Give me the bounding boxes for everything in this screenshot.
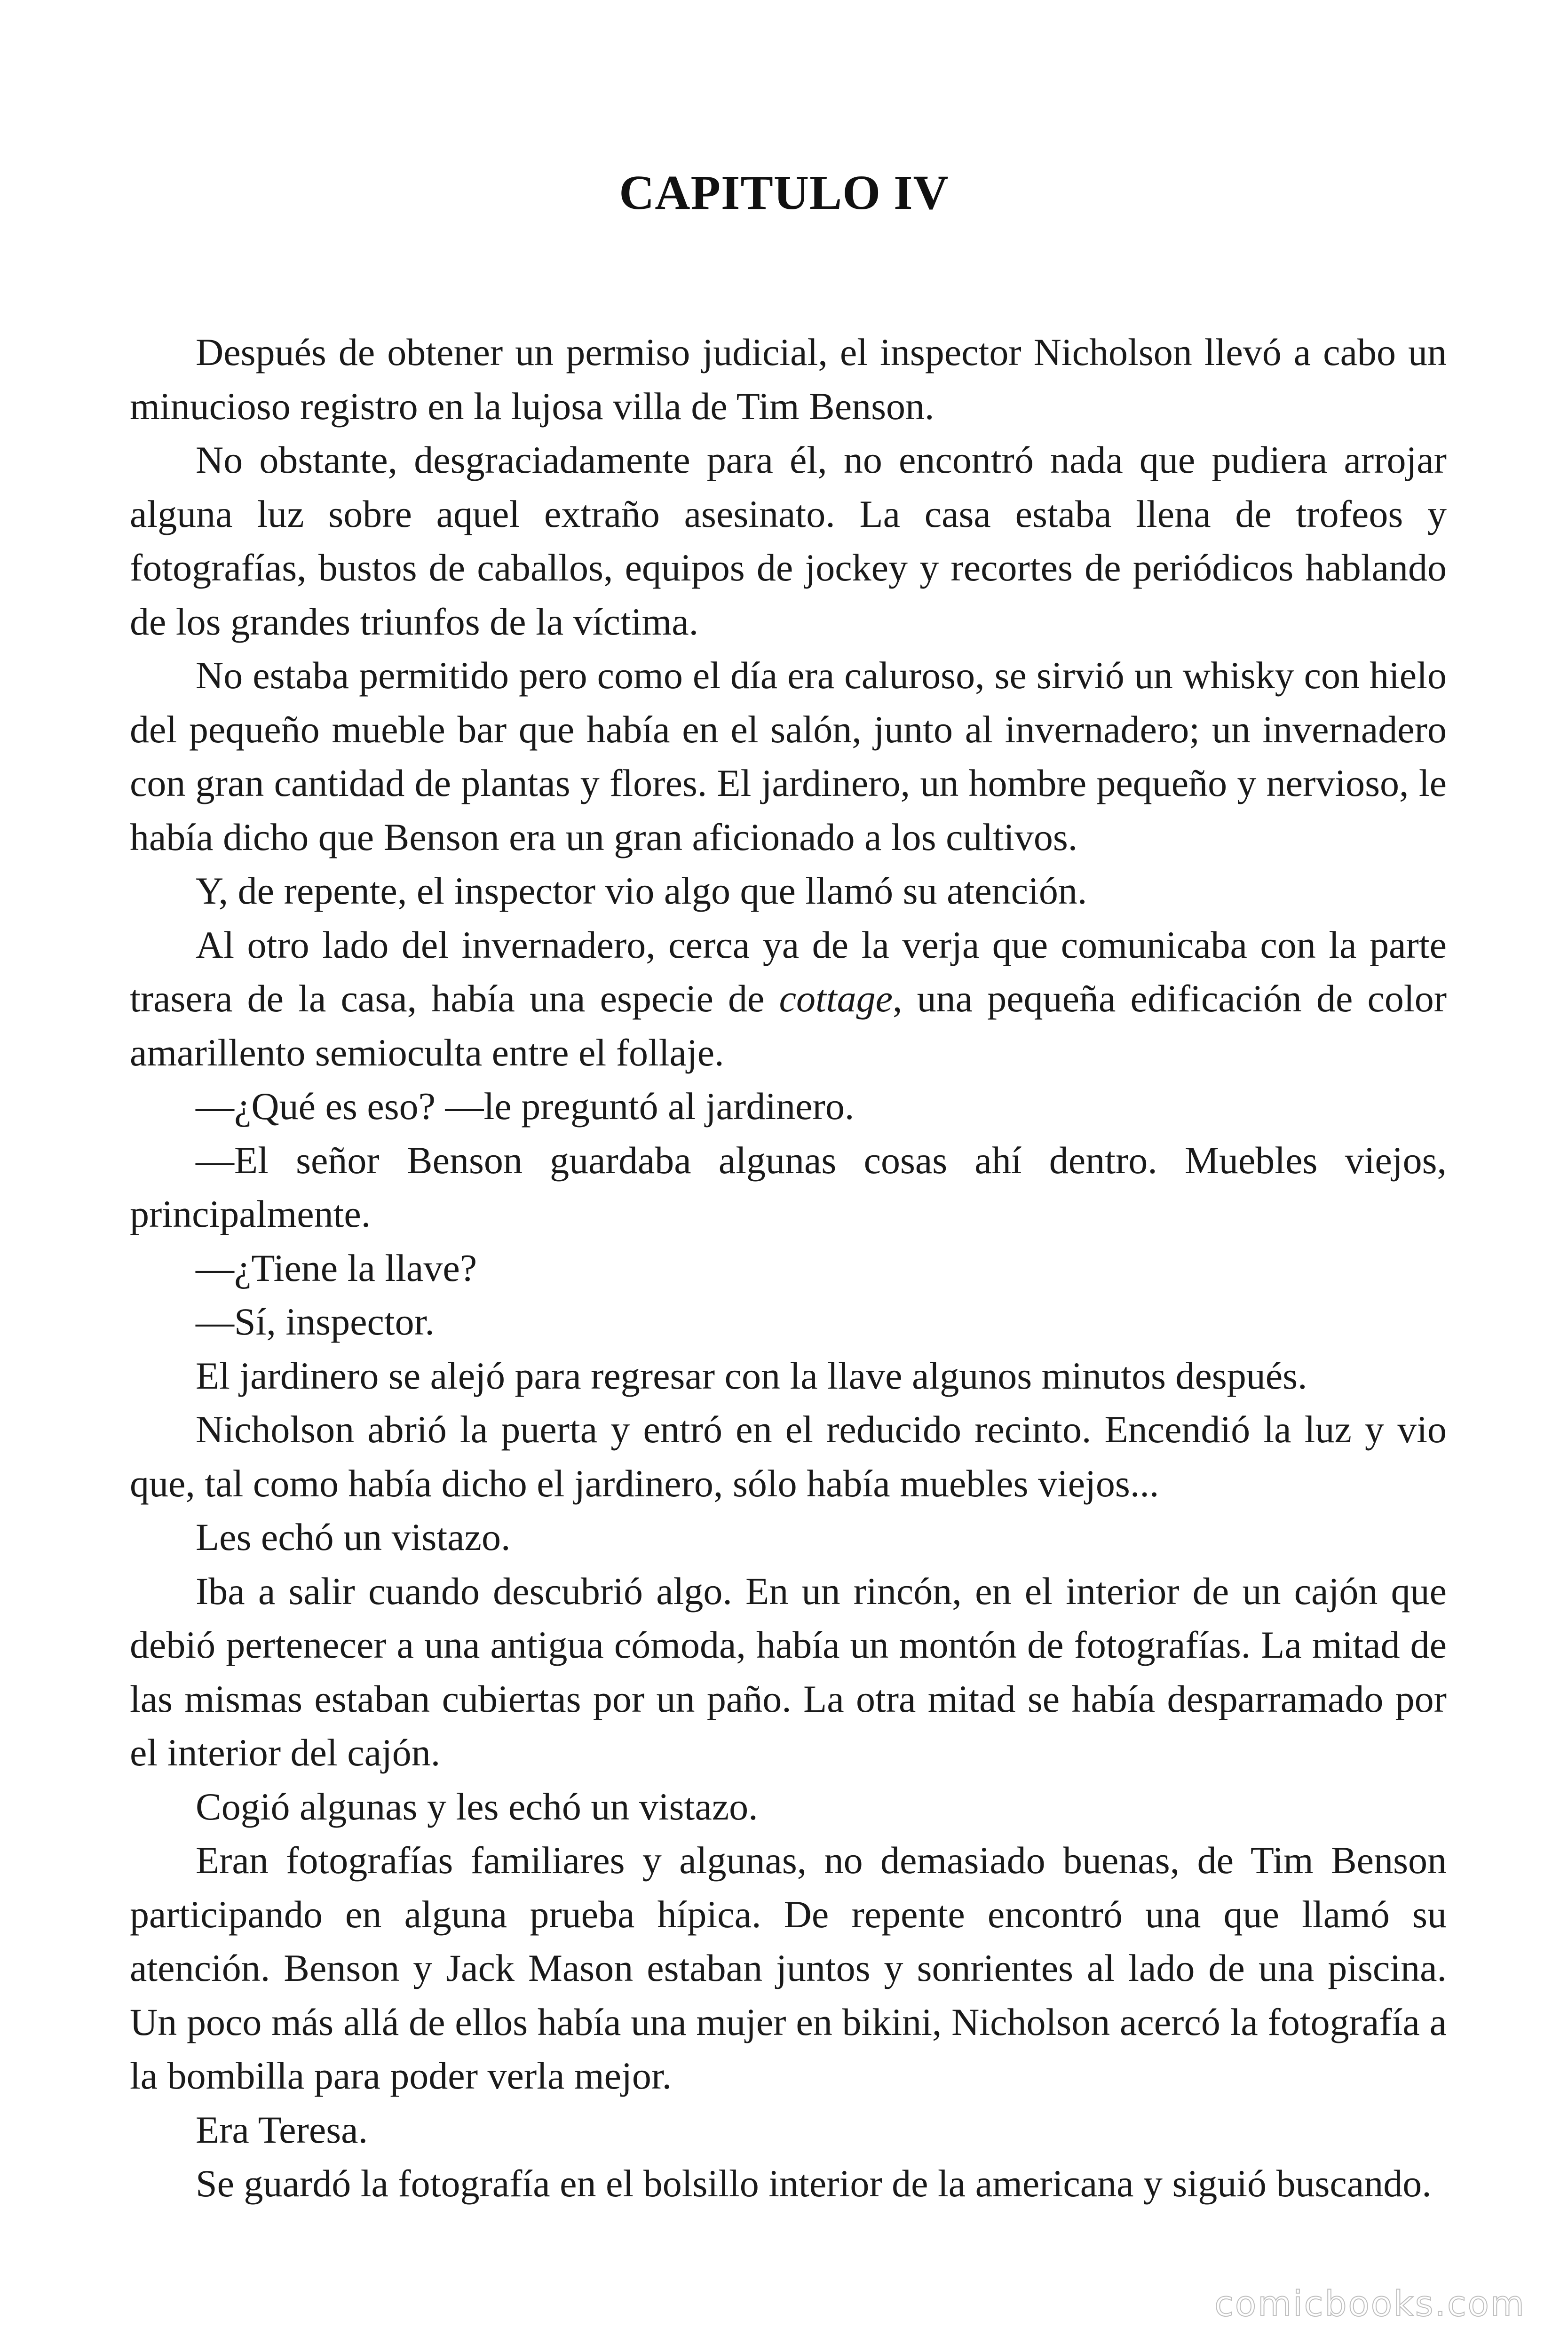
- paragraph-text: Al otro lado del invernadero, cerca ya de la verja que comunicaba con la parte trasera de la casa, había una especie de: [130, 923, 1447, 1020]
- dialogue-line: —¿Qué es eso? —le preguntó al jardinero.: [196, 1085, 855, 1128]
- chapter-title: CAPITULO IV: [619, 166, 949, 220]
- dialogue-line: —El señor Benson guardaba algunas cosas ahí dentro. Muebles viejos, principalmente.: [130, 1138, 1447, 1235]
- dialogue-line: —¿Tiene la llave?: [196, 1246, 477, 1289]
- dialogue-line: —Sí, inspector.: [196, 1300, 435, 1343]
- paragraph: Cogió algunas y les echó un vistazo.: [196, 1785, 758, 1828]
- paragraph: Era Teresa.: [196, 2108, 368, 2151]
- chapter-text: [130, 326, 1447, 2211]
- paragraph: Nicholson abrió la puerta y entró en el reducido recinto. Encendió la luz y vio que, tal como había dicho el jardinero, sólo había muebles viejos...: [130, 1408, 1447, 1505]
- paragraph: Y, de repente, el inspector vio algo que llamó su atención.: [196, 869, 1087, 912]
- paragraph: El jardinero se alejó para regresar con la llave algunos minutos después.: [196, 1354, 1307, 1397]
- paragraph: Eran fotografías familiares y algunas, no demasiado buenas, de Tim Benson participando en alguna prueba hípica. De repente encontró una que llamó su atención. Benson y Jack Mason estaban juntos y sonrientes al lado de una piscina. Un poco más allá de ellos había una mujer en bikini, Nicholson acercó la fotografía a la bombilla para poder verla mejor.: [130, 1839, 1447, 2097]
- paragraph: Iba a salir cuando descubrió algo. En un rincón, en el interior de un cajón que debió pertenecer a una antigua cómoda, había un montón de fotografías. La mitad de las mismas estaban cubiertas por un paño. La otra mitad se había desparramado por el interior del cajón.: [130, 1569, 1447, 1774]
- paragraph: No obstante, desgraciadamente para él, no encontró nada que pudiera arrojar alguna luz sobre aquel extraño asesinato. La casa estaba llena de trofeos y fotografías, bustos de caballos, equipos de jockey y recortes de periódicos hablando de los grandes triunfos de la víctima.: [130, 438, 1447, 643]
- paragraph: Se guardó la fotografía en el bolsillo interior de la americana y siguió buscando.: [196, 2162, 1432, 2205]
- emphasized-word: cottage: [779, 977, 893, 1020]
- paragraph: No estaba permitido pero como el día era caluroso, se sirvió un whisky con hielo del pequeño mueble bar que había en el salón, junto al invernadero; un invernadero con gran cantidad de plantas y flores. El jardinero, un hombre pequeño y nervioso, le había dicho que Benson era un gran aficionado a los cultivos.: [130, 654, 1447, 858]
- watermark: comicbooks.com: [1214, 2284, 1526, 2324]
- paragraph: [130, 918, 1447, 1080]
- paragraph-text: , una pequeña edificación de color amarillento semioculta entre el follaje.: [130, 977, 1447, 1074]
- paragraph: Les echó un vistazo.: [196, 1516, 511, 1558]
- paragraph: Después de obtener un permiso judicial, el inspector Nicholson llevó a cabo un minucioso registro en la lujosa villa de Tim Benson.: [130, 331, 1447, 428]
